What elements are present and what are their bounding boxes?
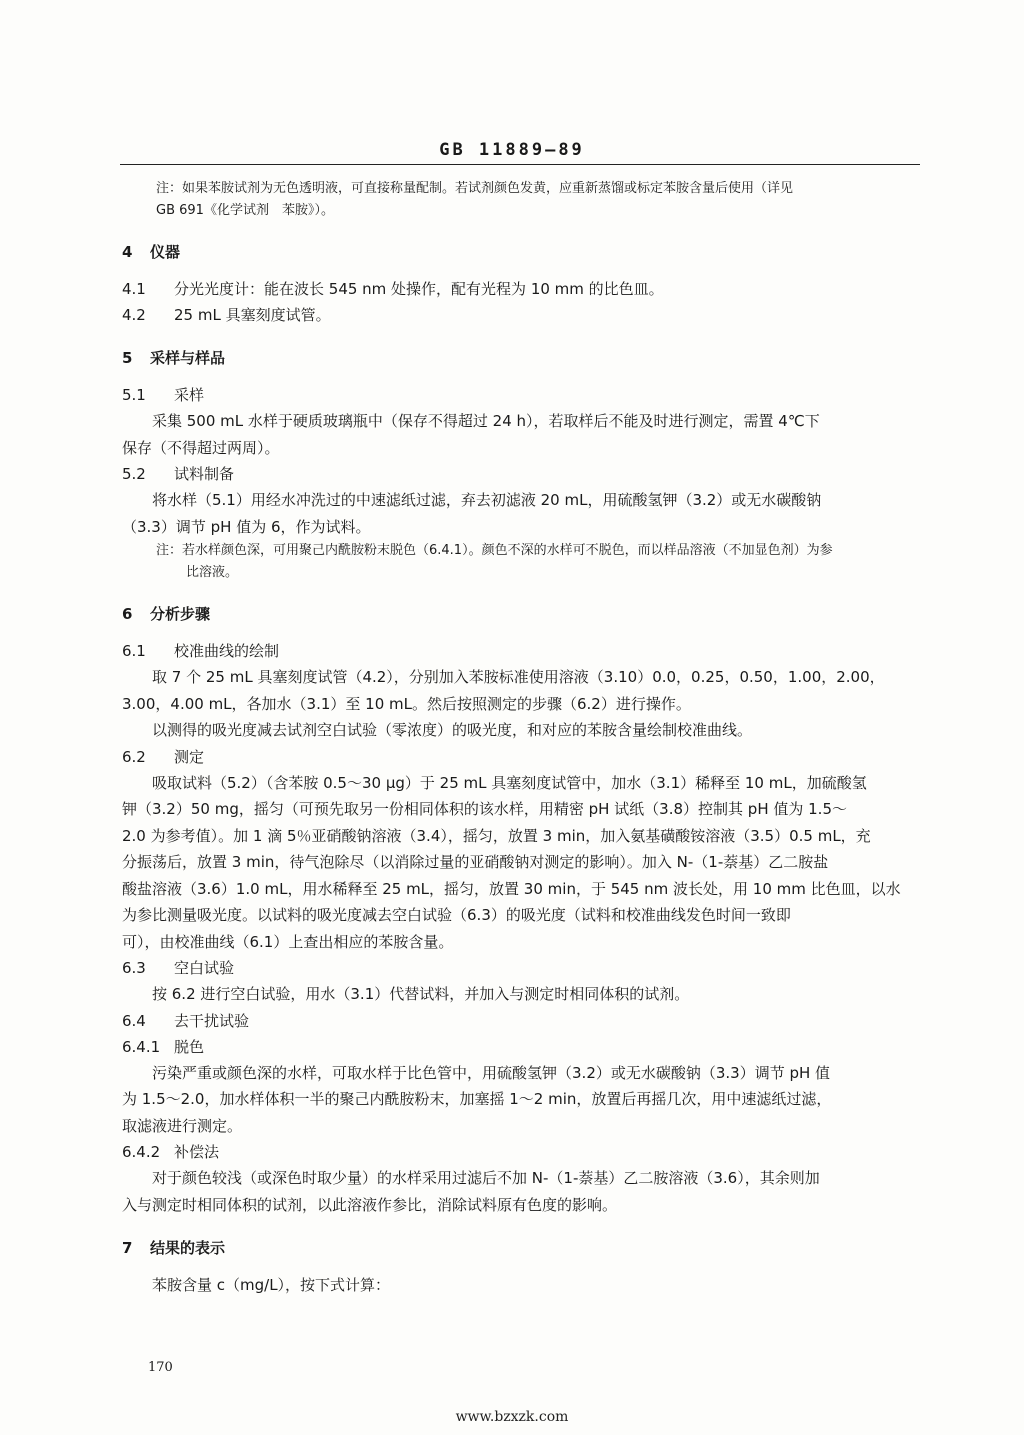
section-6-heading: 6 分析步骤 bbox=[122, 605, 211, 623]
subsection-6-1-heading: 6.1 校准曲线的绘制 bbox=[122, 642, 280, 660]
paragraph-6-2-line: 酸盐溶液（3.6）1.0 mL，用水稀释至 25 mL，摇匀，放置 30 min，于 545 nm 波长处，用 10 mm 比色皿，以水 bbox=[122, 879, 901, 898]
paragraph-5-2-line-2: （3.3）调节 pH 值为 6，作为试料。 bbox=[122, 517, 371, 536]
paragraph-6-2-line: 可），由校准曲线（6.1）上查出相应的苯胺含量。 bbox=[122, 932, 454, 951]
standard-code-header: GB 11889—89 bbox=[439, 140, 585, 160]
paragraph-6-4-2-line: 入与测定时相同体积的试剂，以此溶液作参比，消除试料原有色度的影响。 bbox=[122, 1195, 618, 1214]
note-5-2-line-1: 注：若水样颜色深，可用聚己内酰胺粉末脱色（6.4.1）。颜色不深的水样可不脱色，而以样品溶液（不加显色剂）为参 bbox=[156, 543, 833, 558]
page-number: 170 bbox=[148, 1360, 173, 1375]
subsection-6-3-heading: 6.3 空白试验 bbox=[122, 959, 235, 977]
note-5-2-line-2: 比溶液。 bbox=[186, 565, 239, 580]
paragraph-6-3: 按 6.2 进行空白试验，用水（3.1）代替试料，并加入与测定时相同体积的试剂。 bbox=[152, 985, 690, 1003]
paragraph-5-1-line-1: 采集 500 mL 水样于硬质玻璃瓶中（保存不得超过 24 h），若取样后不能及时进行测定，需置 4℃下 bbox=[152, 412, 820, 430]
section-title: 仪器 bbox=[150, 243, 181, 261]
section-4-heading bbox=[122, 240, 918, 264]
section-number: 4 bbox=[122, 243, 133, 261]
header-rule bbox=[120, 164, 920, 165]
paragraph-6-2-line: 为参比测量吸光度。以试料的吸光度减去空白试验（6.3）的吸光度（试料和校准曲线发色时间一致即 bbox=[122, 906, 791, 924]
item-4-1: 4.1 分光光度计：能在波长 545 nm 处操作，配有光程为 10 mm 的比色皿。 bbox=[122, 280, 664, 298]
paragraph-6-4-1-line: 取滤液进行测定。 bbox=[122, 1116, 243, 1135]
note-5-2 bbox=[156, 540, 918, 584]
subsection-5-2-heading: 5.2 试料制备 bbox=[122, 465, 235, 483]
paragraph-6-2-line: 钾（3.2）50 mg，摇匀（可预先取另一份相同体积的该水样，用精密 pH 试纸（3.8）控制其 pH 值为 1.5～ bbox=[122, 800, 847, 818]
document-body bbox=[122, 178, 918, 1299]
paragraph-6-2-line: 2.0 为参考值）。加 1 滴 5％亚硝酸钠溶液（3.4），摇匀，放置 3 min，加入氨基磺酸铵溶液（3.5）0.5 mL，充 bbox=[122, 826, 871, 845]
subsection-6-2-heading: 6.2 测定 bbox=[122, 747, 205, 766]
paragraph-6-1-line-1: 取 7 个 25 mL 具塞刻度试管（4.2），分别加入苯胺标准使用溶液（3.10）0.0，0.25，0.50，1.00，2.00， bbox=[152, 668, 885, 686]
paragraph-7: 苯胺含量 c（mg/L），按下式计算： bbox=[152, 1276, 391, 1294]
top-note bbox=[156, 178, 918, 222]
footer-url: www.bzxzk.com bbox=[455, 1409, 569, 1425]
item-4-2: 4.2 25 mL 具塞刻度试管。 bbox=[122, 306, 331, 324]
paragraph-6-4-1-line: 污染严重或颜色深的水样，可取水样于比色管中，用硫酸氢钾（3.2）或无水碳酸钠（3.3）调节 pH 值 bbox=[152, 1063, 831, 1082]
paragraph-5-1-line-2: 保存（不得超过两周）。 bbox=[122, 438, 280, 457]
top-note-line-1: 注：如果苯胺试剂为无色透明液，可直接称量配制。若试剂颜色发黄，应重新蒸馏或标定苯胺含量后使用（详见 bbox=[156, 181, 794, 196]
paragraph-6-1-line-2: 3.00，4.00 mL，各加水（3.1）至 10 mL。然后按照测定的步骤（6.2）进行操作。 bbox=[122, 694, 691, 713]
top-note-line-2: GB 691《化学试剂 苯胺》）。 bbox=[156, 203, 334, 218]
paragraph-6-2-line: 吸取试料（5.2）（含苯胺 0.5～30 μg）于 25 mL 具塞刻度试管中，加水（3.1）稀释至 10 mL，加硫酸氢 bbox=[152, 773, 867, 792]
paragraph-6-4-1-line: 为 1.5～2.0，加水样体积一半的聚己内酰胺粉末，加塞摇 1～2 min，放置后再摇几次，用中速滤纸过滤， bbox=[122, 1090, 832, 1108]
paragraph-5-2-line-1: 将水样（5.1）用经水冲洗过的中速滤纸过滤，弃去初滤液 20 mL，用硫酸氢钾（3.2）或无水碳酸钠 bbox=[152, 491, 822, 509]
section-7-heading: 7 结果的表示 bbox=[122, 1239, 226, 1257]
paragraph-6-4-2-line: 对于颜色较浅（或深色时取少量）的水样采用过滤后不加 N-（1-萘基）乙二胺溶液（3.6），其余则加 bbox=[152, 1169, 820, 1187]
paragraph-6-2-line: 分振荡后，放置 3 min，待气泡除尽（以消除过量的亚硝酸钠对测定的影响）。加入 N-（1-萘基）乙二胺盐 bbox=[122, 853, 829, 871]
subsection-6-4-1-heading: 6.4.1 脱色 bbox=[122, 1037, 205, 1056]
section-5-heading: 5 采样与样品 bbox=[122, 349, 226, 367]
paragraph-6-1-line-3: 以测得的吸光度减去试剂空白试验（零浓度）的吸光度，和对应的苯胺含量绘制校准曲线。 bbox=[152, 721, 753, 739]
subsection-6-4-2-heading: 6.4.2 补偿法 bbox=[122, 1143, 220, 1161]
subsection-6-4-heading: 6.4 去干扰试验 bbox=[122, 1011, 250, 1030]
subsection-5-1-heading: 5.1 采样 bbox=[122, 386, 205, 404]
